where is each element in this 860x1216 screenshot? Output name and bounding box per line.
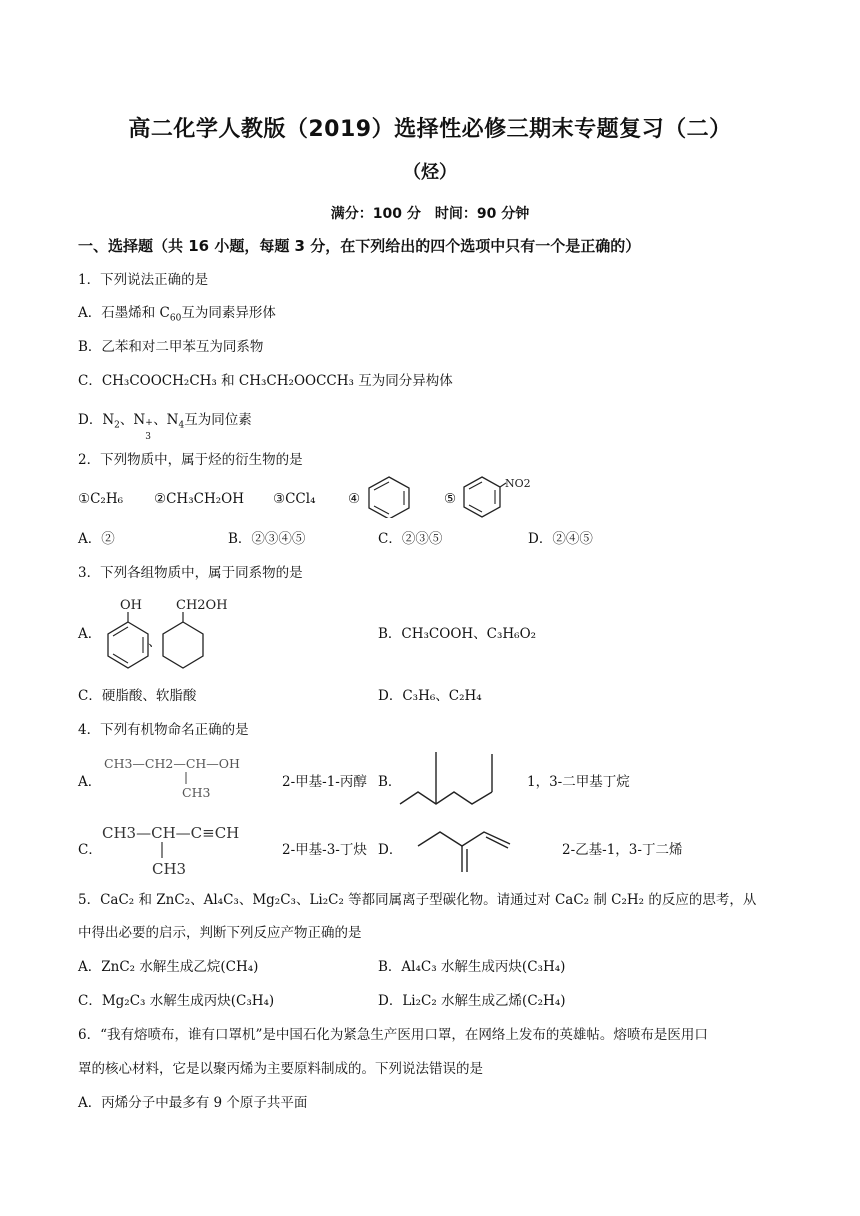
q2-item-3: ③CCl₄: [273, 491, 316, 507]
score-time-info: 满分：100 分 时间：90 分钟: [330, 206, 530, 222]
benzyl-alcohol-structure: [156, 594, 246, 670]
q5-option-d: D．Li₂C₂ 水解生成乙烯(C₂H₄): [378, 993, 566, 1009]
q5-stem-line-1: 5．CaC₂ 和 ZnC₂、Al₄C₃、Mg₂C₃、Li₂C₂ 等都同属离子型碳化物。请通过对 CaC₂ 制 C₂H₂ 的反应的思考，从: [78, 892, 757, 908]
q4-b-skeletal-structure: [398, 748, 518, 808]
q6-stem-line-1: 6．“我有熔喷布，谁有口罩机”是中国石化为紧急生产医用口罩，在网络上发布的英雄帖。熔喷布是医用口: [78, 1027, 708, 1043]
q4-option-c-name: 2-甲基-3-丁炔: [282, 842, 367, 858]
q5-stem-line-2: 中得出必要的启示，判断下列反应产物正确的是: [78, 925, 362, 941]
phenol-oh-label: OH: [120, 598, 142, 613]
q1-option-a: A．石墨烯和 $C_{60}$互为同素异形体: [78, 305, 276, 324]
q5-option-c: C．Mg₂C₃ 水解生成丙炔(C₃H₄): [78, 993, 275, 1009]
q2-stem: 2．下列物质中，属于烃的衍生物的是: [78, 452, 303, 468]
benzene-structure: [364, 474, 414, 518]
document-title: 高二化学人教版（2019）选择性必修三期末专题复习（二）: [128, 117, 732, 142]
q2-option-b: B．②③④⑤: [228, 531, 306, 547]
q6-stem-line-2: 罩的核心材料，它是以聚丙烯为主要原料制成的。下列说法错误的是: [78, 1061, 483, 1077]
q2-option-c: C．②③⑤: [378, 531, 443, 547]
phenol-structure: [100, 594, 160, 670]
q4-option-d-name: 2-乙基-1，3-丁二烯: [562, 842, 683, 858]
q2-option-d: D．②④⑤: [528, 531, 593, 547]
q4-option-c-label: C．: [78, 842, 102, 858]
q4-option-b-label: B．: [378, 774, 402, 790]
q3-option-a-label: A．: [78, 626, 102, 642]
q3-option-b: B．CH₃COOH、C₃H₆O₂: [378, 626, 537, 642]
q1-option-c: C．CH₃COOCH₂CH₃ 和 CH₃CH₂OOCCH₃ 互为同分异构体: [78, 373, 453, 389]
q3-separator: 、: [148, 634, 162, 650]
q3-stem: 3．下列各组物质中，属于同系物的是: [78, 565, 303, 581]
nitro-label: NO2: [505, 477, 531, 490]
q2-item-4: ④: [348, 491, 361, 507]
q3-option-c: C．硬脂酸、软脂酸: [78, 688, 197, 704]
q3-option-d: D．C₃H₆、C₂H₄: [378, 688, 482, 704]
benzyl-ch2oh-label: CH2OH: [176, 598, 228, 613]
q1-stem: 1．下列说法正确的是: [78, 272, 209, 288]
q4-option-b-name: 1，3-二甲基丁烷: [527, 774, 630, 790]
q4-d-skeletal-structure: [414, 822, 524, 876]
nitrobenzene-structure: [462, 472, 534, 520]
q1-option-b: B．乙苯和对二甲苯互为同系物: [78, 339, 264, 355]
section-heading: 一、选择题（共 16 小题，每题 3 分，在下列给出的四个选项中只有一个是正确的）: [78, 237, 641, 255]
q4-c-branch: CH3: [152, 860, 187, 876]
q4-option-a-name: 2-甲基-1-丙醇: [282, 774, 367, 790]
q2-option-a: A．②: [78, 531, 115, 547]
q1-option-d: D．$N_2$、N + 3 、$N_4$互为同位素: [78, 412, 252, 442]
q6-option-a: A．丙烯分子中最多有 9 个原子共平面: [78, 1095, 308, 1111]
q4-option-d-label: D．: [378, 842, 403, 858]
q4-stem: 4．下列有机物命名正确的是: [78, 722, 249, 738]
q4-c-main-chain: CH3—CH—C≡CH: [102, 824, 240, 842]
q5-option-b: B．Al₄C₃ 水解生成丙炔(C₃H₄): [378, 959, 566, 975]
q2-item-1: ①C₂H₆: [78, 491, 124, 507]
document-subtitle: （烃）: [403, 162, 457, 183]
q2-item-5: ⑤: [444, 491, 457, 507]
q4-a-main-chain: CH3—CH2—CH—OH: [104, 756, 240, 771]
q4-a-structure: [102, 752, 262, 802]
q2-item-2: ②CH₃CH₂OH: [154, 491, 244, 507]
q5-option-a: A．ZnC₂ 水解生成乙烷(CH₄): [78, 959, 259, 975]
q4-c-structure: [100, 818, 260, 876]
q4-option-a-label: A．: [78, 774, 102, 790]
q4-a-branch: CH3: [182, 785, 211, 800]
